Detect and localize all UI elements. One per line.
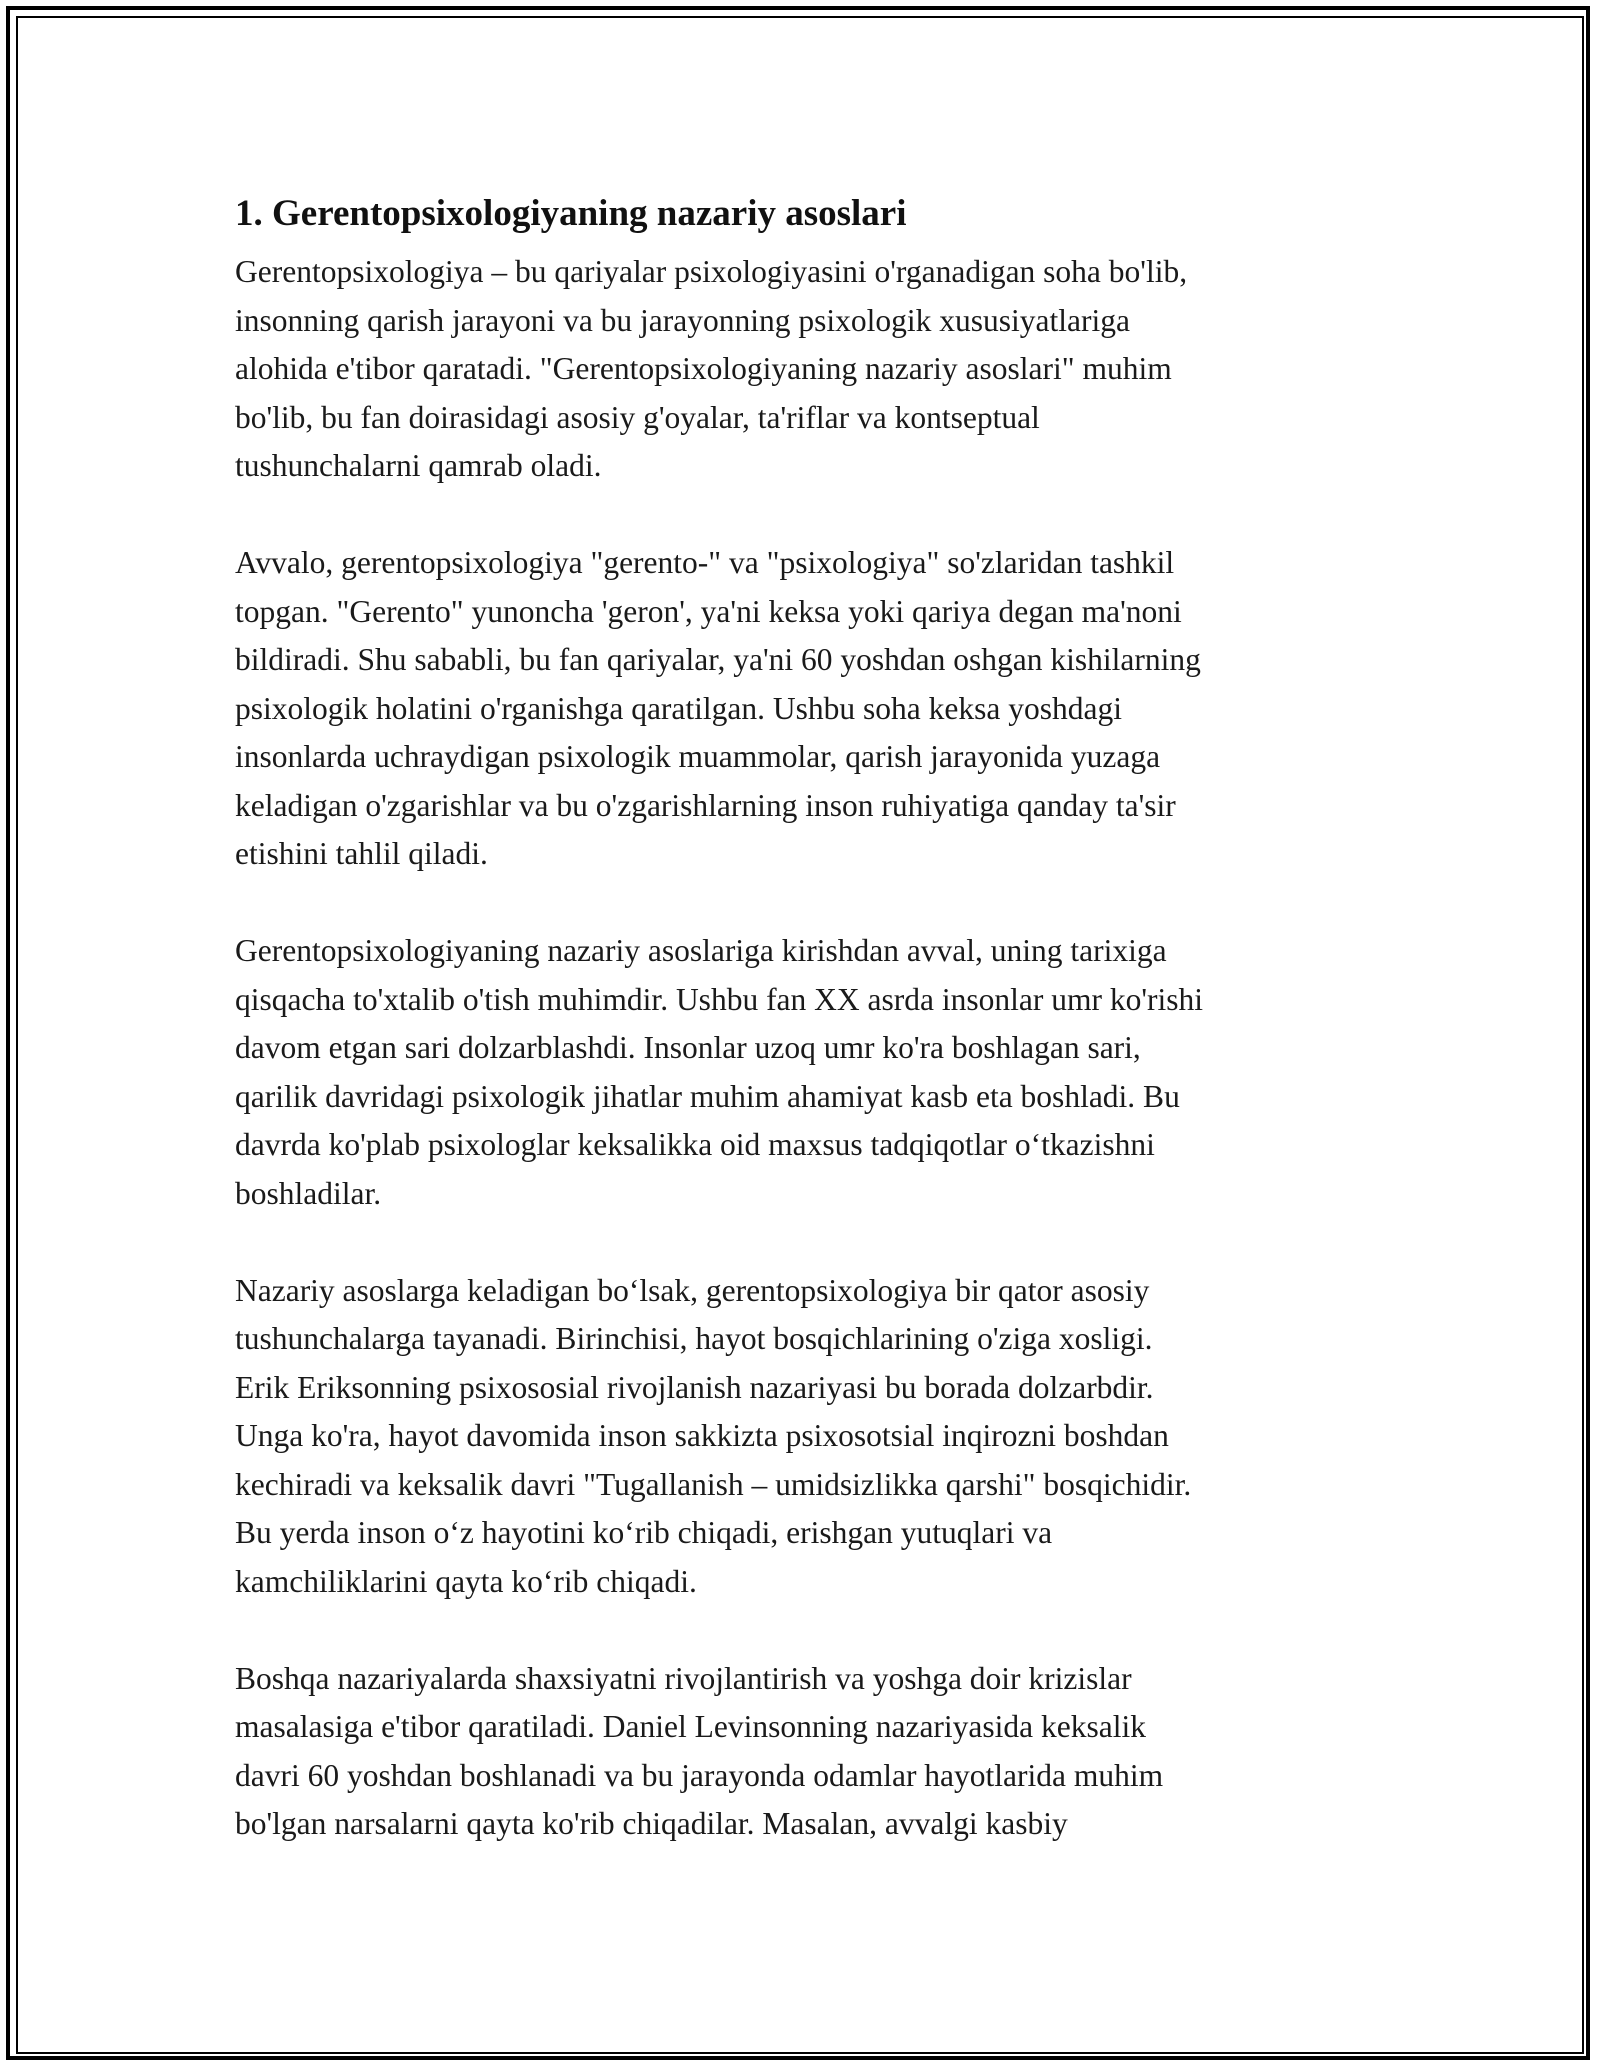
text-line: tushunchalarni qamrab oladi.: [235, 448, 602, 483]
text-line: bo'lib, bu fan doirasidagi asosiy g'oyalar, ta'riflar va kontseptual: [235, 399, 1040, 435]
text-line: davri 60 yoshdan boshlanadi va bu jarayonda odamlar hayotlarida muhim: [235, 1757, 1164, 1793]
text-line: tushunchalarga tayanadi. Birinchisi, hayot bosqichlarining o'ziga xosligi.: [235, 1321, 1153, 1356]
text-line: masalasiga e'tibor qaratiladi. Daniel Levinsonning nazariyasida keksalik: [235, 1709, 1146, 1744]
paragraph-erikson: [235, 1267, 1375, 1607]
text-line: Boshqa nazariyalarda shaxsiyatni rivojlantirish va yoshga doir krizislar: [235, 1660, 1132, 1696]
document-body: [235, 186, 1375, 1897]
text-line: qarilik davridagi psixologik jihatlar muhim ahamiyat kasb eta boshladi. Bu: [235, 1078, 1180, 1114]
text-line: qisqacha to'xtalib o'tish muhimdir. Ushbu fan XX asrda insonlar umr ko'rishi: [235, 981, 1204, 1017]
text-line: insonning qarish jarayoni va bu jarayonning psixologik xususiyatlariga: [235, 302, 1130, 338]
text-line: topgan. "Gerento" yunoncha 'geron', ya'ni keksa yoki qariya degan ma'noni: [235, 593, 1182, 629]
text-line: Nazariy asoslarga keladigan boʻlsak, gerentopsixologiya bir qator asosiy: [235, 1272, 1150, 1308]
text-line: davom etgan sari dolzarblashdi. Insonlar uzoq umr ko'ra boshlagan sari,: [235, 1030, 1141, 1065]
text-line: insonlarda uchraydigan psixologik muammolar, qarish jarayonida yuzaga: [235, 739, 1161, 774]
text-line: davrda ko'plab psixologlar keksalikka oid maxsus tadqiqotlar oʻtkazishni: [235, 1127, 1155, 1162]
text-line: bo'lgan narsalarni qayta ko'rib chiqadilar. Masalan, avvalgi kasbiy: [235, 1806, 1068, 1841]
text-line: alohida e'tibor qaratadi. "Gerentopsixologiyaning nazariy asoslari" muhim: [235, 351, 1172, 386]
text-line: Gerentopsixologiyaning nazariy asoslariga kirishdan avval, uning tarixiga: [235, 933, 1167, 968]
text-line: Erik Eriksonning psixososial rivojlanish nazariyasi bu borada dolzarbdir.: [235, 1369, 1154, 1405]
text-line: bildiradi. Shu sababli, bu fan qariyalar, ya'ni 60 yoshdan oshgan kishilarning: [235, 642, 1201, 677]
text-line: psixologik holatini o'rganishga qaratilgan. Ushbu soha keksa yoshdagi: [235, 690, 1122, 726]
text-line: etishini tahlil qiladi.: [235, 836, 488, 871]
text-line: keladigan o'zgarishlar va bu o'zgarishlarning inson ruhiyatiga qanday ta'sir: [235, 787, 1176, 823]
text-line: kamchiliklarini qayta koʻrib chiqadi.: [235, 1563, 697, 1599]
text-line: kechiradi va keksalik davri "Tugallanish – umidsizlikka qarshi" bosqichidir.: [235, 1466, 1192, 1502]
section-heading: 1. Gerentopsixologiyaning nazariy asoslari: [235, 193, 907, 234]
text-line: Gerentopsixologiya – bu qariyalar psixologiyasini o'rganadigan soha bo'lib,: [235, 254, 1188, 289]
paragraph-levinson: [235, 1655, 1375, 1849]
paragraph-etymology: [235, 539, 1375, 879]
paragraph-definition: [235, 248, 1375, 491]
text-line: boshladilar.: [235, 1175, 382, 1211]
text-line: Avvalo, gerentopsixologiya "gerento-" va "psixologiya" so'zlaridan tashkil: [235, 545, 1175, 580]
paragraph-history: [235, 927, 1375, 1218]
text-line: Unga ko'ra, hayot davomida inson sakkizta psixosotsial inqirozni boshdan: [235, 1418, 1169, 1453]
text-line: Bu yerda inson oʻz hayotini koʻrib chiqadi, erishgan yutuqlari va: [235, 1515, 1053, 1550]
